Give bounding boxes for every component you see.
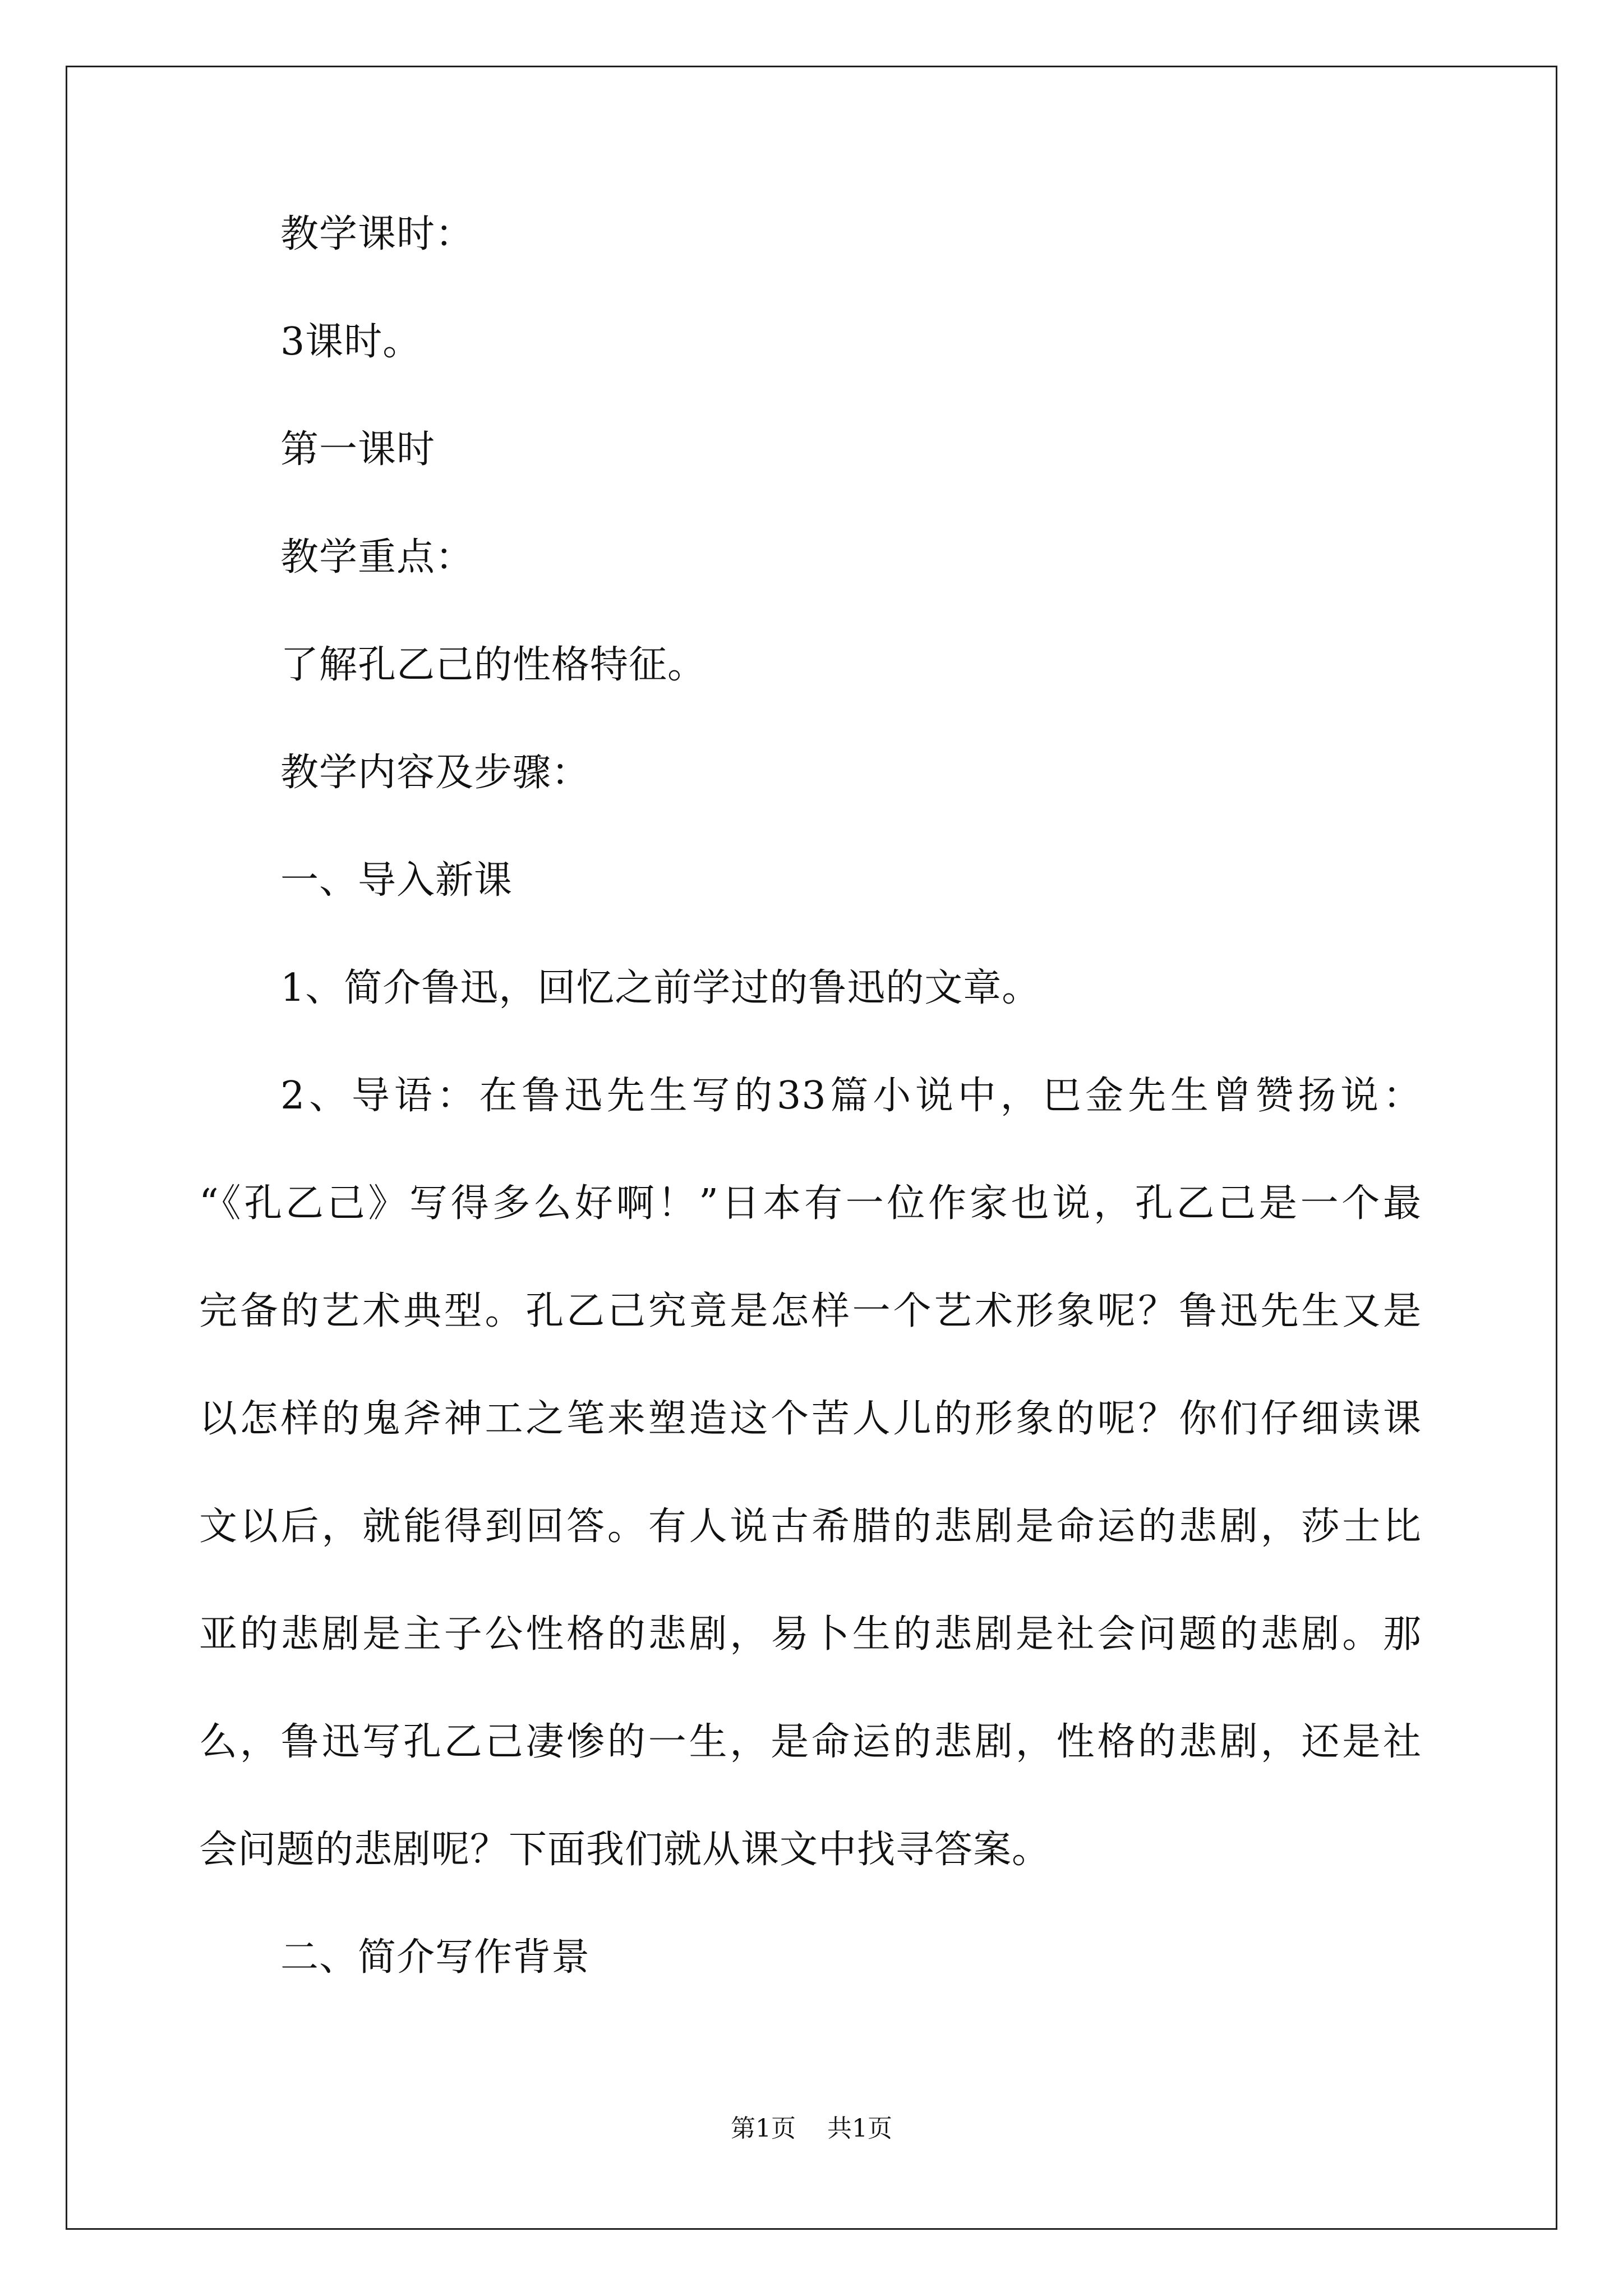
page-border bbox=[66, 66, 1557, 2230]
line-first-lesson: 第一课时 bbox=[280, 427, 436, 472]
page-number-label: 第1页 bbox=[731, 2114, 796, 2143]
line-key-points-value: 了解孔乙己的性格特征。 bbox=[280, 643, 707, 687]
paragraph-line: 亚的悲剧是主子公性格的悲剧，易卜生的悲剧是社会问题的悲剧。那 bbox=[199, 1612, 1422, 1657]
line-content-steps-heading: 教学内容及步骤： bbox=[280, 751, 591, 795]
line-teaching-hours-value: 3课时。 bbox=[280, 320, 422, 364]
paragraph-line-last: 会问题的悲剧呢？下面我们就从课文中找寻答案。 bbox=[199, 1828, 1051, 1872]
page-footer bbox=[0, 2115, 1623, 2143]
line-item-two-start: 2、导语：在鲁迅先生写的33篇小说中，巴金先生曾赞扬说： bbox=[280, 1074, 1422, 1118]
line-item-one: 1、简介鲁迅，回忆之前学过的鲁迅的文章。 bbox=[280, 966, 1041, 1010]
line-teaching-hours-heading: 教学课时： bbox=[280, 212, 474, 256]
paragraph-line: “《孔乙己》写得多么好啊！”日本有一位作家也说，孔乙己是一个最 bbox=[199, 1181, 1422, 1226]
line-section-one-heading: 一、导入新课 bbox=[280, 858, 513, 903]
line-key-points-heading: 教学重点： bbox=[280, 535, 474, 579]
paragraph-line: 文以后，就能得到回答。有人说古希腊的悲剧是命运的悲剧，莎士比 bbox=[199, 1504, 1422, 1549]
line-section-two-heading: 二、简介写作背景 bbox=[280, 1935, 591, 1980]
paragraph-line: 么，鲁迅写孔乙己凄惨的一生，是命运的悲剧，性格的悲剧，还是社 bbox=[199, 1720, 1422, 1764]
paragraph-line: 完备的艺术典型。孔乙己究竟是怎样一个艺术形象呢？鲁迅先生又是 bbox=[199, 1289, 1422, 1333]
paragraph-line: 以怎样的鬼斧神工之笔来塑造这个苦人儿的形象的呢？你们仔细读课 bbox=[199, 1397, 1422, 1441]
page-total-label: 共1页 bbox=[827, 2114, 892, 2143]
